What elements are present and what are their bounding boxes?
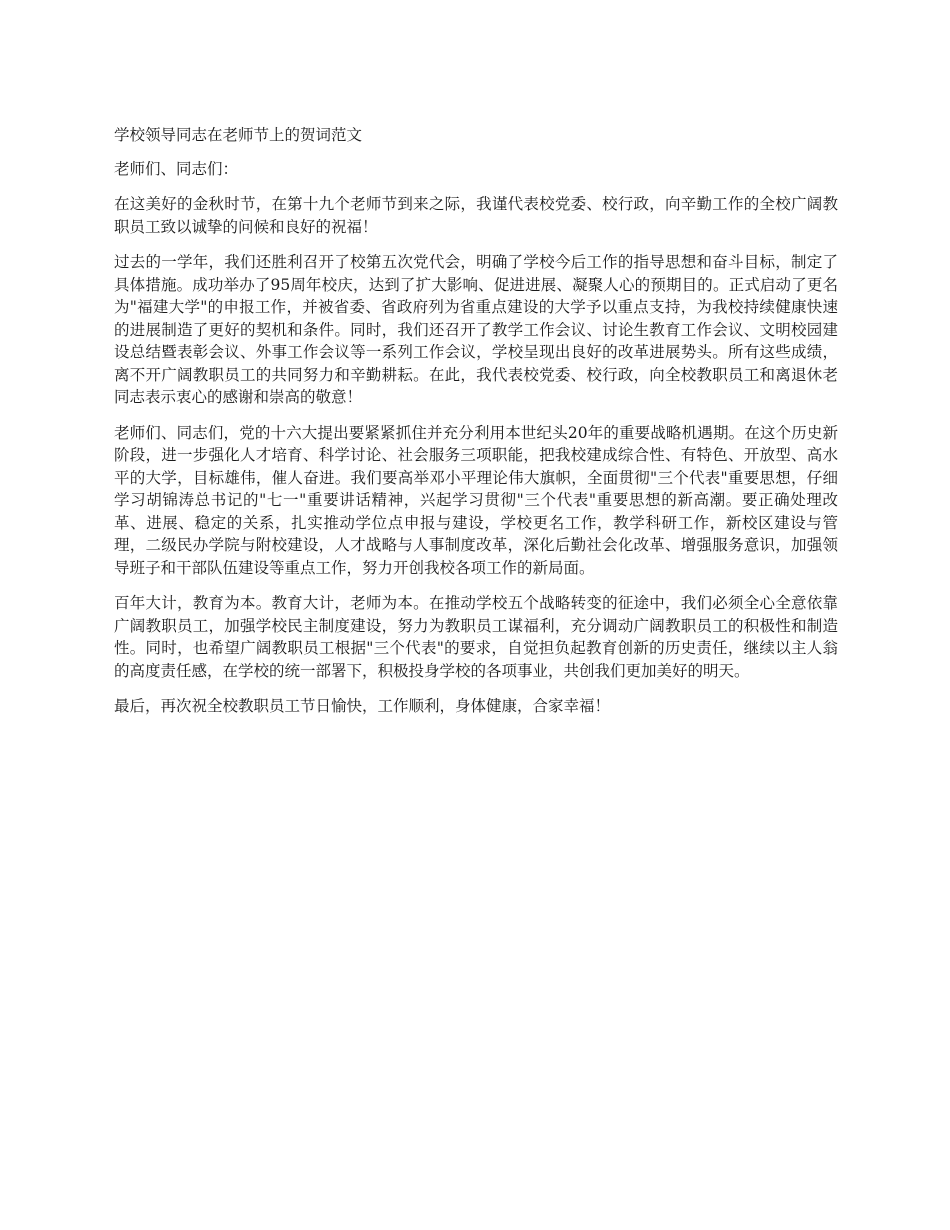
paragraph-greeting: 在这美好的金秋时节，在第十九个老师节到来之际，我谨代表校党委、校行政，向辛勤工作的全校广阔教职员工致以诚挚的问候和良好的祝福！ [114, 195, 838, 236]
paragraph-goals: 老师们、同志们，党的十六大提出要紧紧抓住并充分利用本世纪头20年的重要战略机遇期。在这个历史新阶段，进一步强化人才培育、科学讨论、社会服务三项职能，把我校建成综合性、有特色、开放型、高水平的大学，目标雄伟，催人奋进。我们要高举邓小平理论伟大旗帜，全面贯彻"三个代表"重要思想，仔细学习胡锦涛总书记的"七一"重要讲话精神，兴起学习贯彻"三个代表"重要思想的新高潮。要正确处理改革、进展、稳定的关系，扎实推动学位点申报与建设，学校更名工作，教学科研工作，新校区建设与管理，二级民办学院与附校建设，人才战略与人事制度改革，深化后勤社会化改革、增强服务意识，加强领导班子和干部队伍建设等重点工作，努力开创我校各项工作的新局面。 [114, 423, 838, 577]
paragraph-review: 过去的一学年，我们还胜利召开了校第五次党代会，明确了学校今后工作的指导思想和奋斗目标，制定了具体措施。成功举办了95周年校庆，达到了扩大影响、促进进展、凝聚人心的预期目的。正式启动了更名为"福建大学"的申报工作，并被省委、省政府列为省重点建设的大学予以重点支持，为我校持续健康快速的进展制造了更好的契机和条件。同时，我们还召开了教学工作会议、讨论生教育工作会议、文明校园建设总结暨表彰会议、外事工作会议等一系列工作会议，学校呈现出良好的改革进展势头。所有这些成绩，离不开广阔教职员工的共同努力和辛勤耕耘。在此，我代表校党委、校行政，向全校教职员工和离退休老同志表示衷心的感谢和崇高的敬意！ [114, 253, 838, 406]
document-title: 学校领导同志在老师节上的贺词范文 [114, 126, 363, 144]
paragraph-closing: 最后，再次祝全校教职员工节日愉快，工作顺利，身体健康，合家幸福！ [114, 697, 611, 715]
salutation: 老师们、同志们： [114, 160, 239, 178]
paragraph-education: 百年大计，教育为本。教育大计，老师为本。在推动学校五个战略转变的征途中，我们必须全心全意依靠广阔教职员工，加强学校民主制度建设，努力为教职员工谋福利，充分调动广阔教职员工的积极性和制造性。同时，也希望广阔教职员工根据"三个代表"的要求，自觉担负起教育创新的历史责任，继续以主人翁的高度责任感，在学校的统一部署下，积极投身学校的各项事业，共创我们更加美好的明天。 [114, 594, 838, 680]
